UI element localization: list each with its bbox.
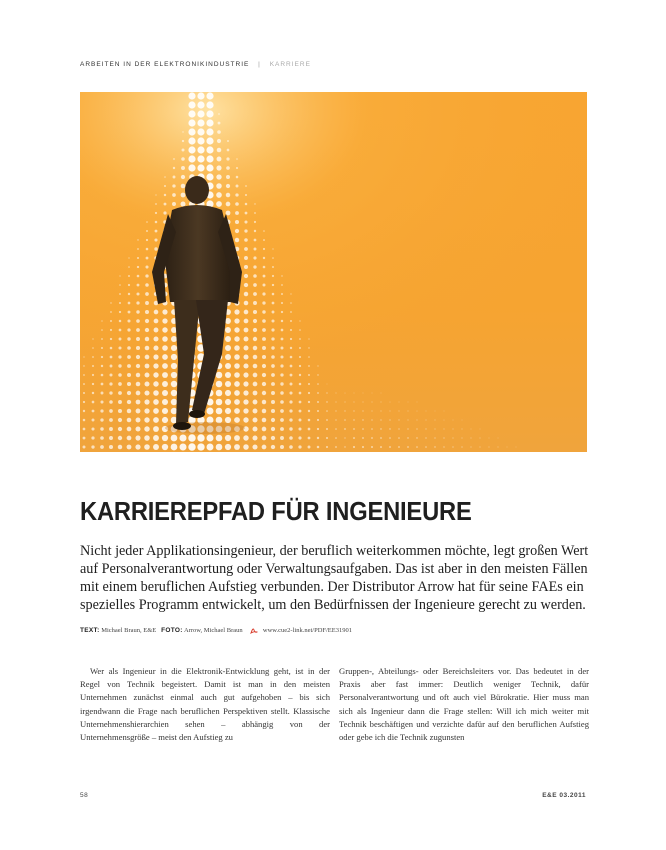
body-column-1 bbox=[80, 665, 330, 744]
pdf-link[interactable]: www.cue2-link.net/PDF/EE31901 bbox=[262, 627, 352, 634]
article-credits bbox=[80, 627, 352, 634]
pdf-icon bbox=[250, 627, 258, 634]
text-credit-label: TEXT: bbox=[80, 627, 100, 634]
running-header bbox=[80, 61, 311, 68]
man-walking-on-dotted-path-image bbox=[80, 92, 587, 452]
header-separator: | bbox=[258, 61, 261, 68]
body-paragraph-1: Wer als Ingenieur in die Elektronik-Entwicklung geht, ist in der Regel von Technik begeistert. Damit ist man in den meisten Unternehmen zunächst einmal auch gut aufgehoben – bis sich irgendwann die Frage nach beruflichen Perspektiven stellt. Klassische Unternehmenshierarchien sehen – abhängig von der Unternehmensgröße – meist den Aufstieg zu bbox=[80, 666, 330, 743]
photo-credit-value: Arrow, Michael Braun bbox=[184, 627, 243, 634]
hero-image bbox=[80, 92, 587, 452]
page-number: 58 bbox=[80, 792, 89, 799]
body-paragraph-2: Gruppen-, Abteilungs- oder Bereichsleiters vor. Das bedeutet in der Praxis aber fast immer: Deutlich weniger Technik, dafür Personalverantwortung und oft auch viel Bürokratie. Hier muss man sich als Ingenieur dann die Frage stellen: Will ich mich weiter mit Technik beschäftigen und verzichte dafür auf den beruflichen Aufstieg oder gebe ich die Technik zugunsten bbox=[339, 666, 589, 743]
article-lead: Nicht jeder Applikationsingenieur, der beruflich weiterkommen möchte, legt großen Wert auf Personalverantwortung oder Verwaltungsaufgaben. Das ist aber in den meisten Fällen mit einem beruflichen Aufstieg verbunden. Der Distributor Arrow hat für seine FAEs ein spezielles Programm entwickelt, um den Bedürfnissen der Ingenieure gerecht zu werden. bbox=[80, 543, 589, 613]
text-credit-value: Michael Braun, E&E bbox=[101, 627, 157, 634]
photo-credit-label: FOTO: bbox=[161, 627, 183, 634]
issue-label: E&E 03.2011 bbox=[542, 792, 586, 799]
header-section: ARBEITEN IN DER ELEKTRONIKINDUSTRIE bbox=[80, 61, 250, 68]
header-subsection: KARRIERE bbox=[269, 61, 311, 68]
body-column-2 bbox=[339, 665, 589, 744]
article-headline: KARRIEREPFAD FÜR INGENIEURE bbox=[80, 498, 472, 526]
